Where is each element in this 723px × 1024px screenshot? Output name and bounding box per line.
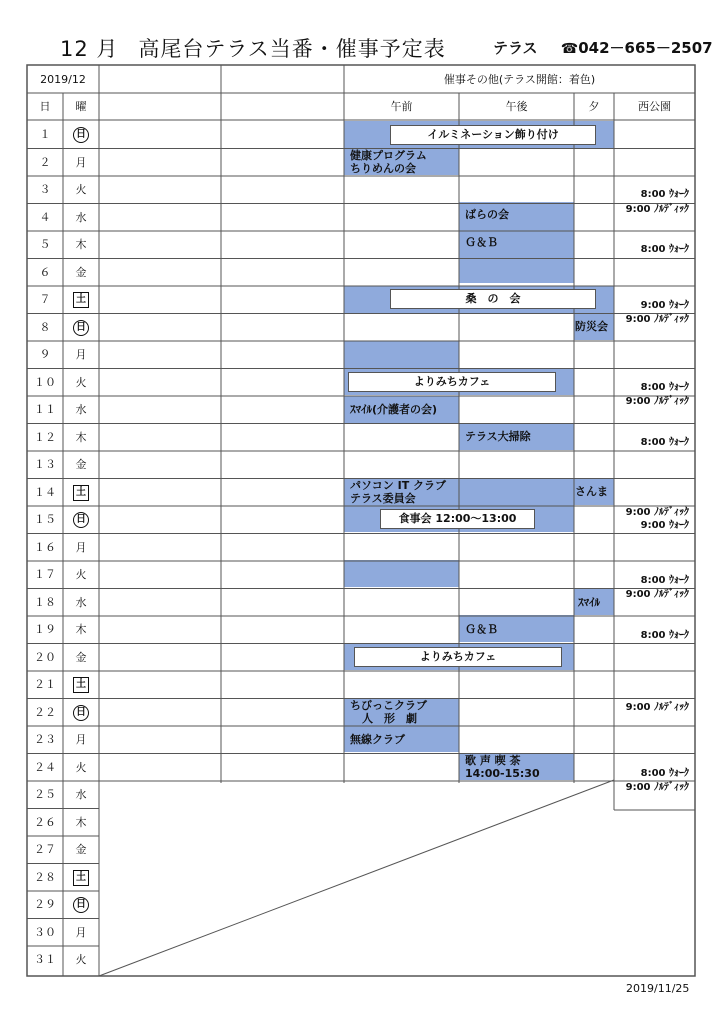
weekday [63, 479, 99, 506]
day-number: １１ [34, 403, 56, 416]
contact-phone: 042－665－2507 [578, 39, 713, 57]
weekday: 金 [75, 458, 87, 471]
event-smile-11: ｽﾏｲﾙ(介護者の会) [350, 403, 438, 416]
day-number: ２４ [34, 760, 56, 774]
weekday [63, 891, 99, 918]
day-number: ６ [39, 265, 51, 279]
weekday [63, 864, 99, 891]
weekday: 金 [75, 650, 87, 664]
saturday-mark: 土 [73, 485, 89, 501]
header-park: 西公園 [638, 100, 671, 113]
day-number: ８ [39, 320, 51, 334]
day-number: ９ [39, 348, 51, 361]
day-number: １０ [34, 375, 56, 389]
day-number: １６ [34, 540, 56, 554]
park-walk: 8:00 ｳｫｰｸ [640, 382, 689, 393]
sunday-mark: 日 [73, 320, 89, 336]
weekday [63, 314, 99, 341]
weekday: 水 [75, 788, 87, 801]
event-bousai: 防災会 [575, 320, 608, 333]
sunday-mark: 日 [73, 512, 89, 528]
day-number: １２ [34, 430, 56, 444]
day-number: ２９ [34, 898, 56, 911]
day-number: ２７ [34, 843, 56, 856]
weekday: 木 [75, 238, 87, 251]
day-number: ４ [39, 210, 51, 224]
park-nordic: 9:00 ﾉﾙﾃﾞｨｯｸ [625, 782, 689, 793]
event-kissa-2: 14:00-15:30 [465, 767, 540, 780]
park-walk: 8:00 ｳｫｰｸ [640, 768, 689, 779]
day-number: １ [39, 128, 51, 141]
weekday: 月 [75, 733, 87, 746]
weekday: 木 [75, 623, 87, 636]
contact-label: テラス [493, 39, 538, 57]
weekday: 木 [75, 815, 87, 829]
footer-date: 2019/11/25 [626, 982, 690, 995]
weekday: 火 [75, 953, 87, 966]
header-eve: 夕 [588, 100, 600, 113]
park-walk: 8:00 ｳｫｰｸ [640, 437, 689, 448]
contact-info [493, 37, 713, 58]
header-day: 日 [39, 100, 51, 113]
event-gb-5: Ｇ＆Ｂ [465, 236, 498, 249]
event-cleaning: テラス大掃除 [465, 430, 531, 443]
title-main: 高尾台テラス当番・催事予定表 [138, 37, 446, 61]
header-year-month: 2019/12 [40, 73, 86, 86]
event-kuwa: 桑 の 会 [390, 289, 596, 309]
park-walk: 8:00 ｳｫｰｸ [640, 630, 689, 641]
event-illumination: イルミネーション飾り付け [390, 125, 596, 145]
event-bara: ばらの会 [465, 208, 509, 221]
day-number: ２２ [34, 705, 56, 719]
event-gb-19: Ｇ＆Ｂ [465, 623, 498, 636]
day-number: ２ [39, 155, 51, 169]
weekday [63, 506, 99, 533]
day-number: ２１ [34, 678, 56, 691]
day-number: １５ [34, 513, 56, 526]
weekday: 火 [75, 760, 87, 774]
event-cafe-10: よりみちカフェ [348, 372, 556, 392]
header-am: 午前 [390, 100, 413, 113]
fill [344, 341, 459, 368]
weekday: 火 [75, 183, 87, 196]
event-radio: 無線クラブ [350, 733, 405, 746]
park-walk9: 9:00 ｳｫｰｸ [640, 520, 689, 531]
diagonal-line [99, 780, 614, 976]
day-number: １７ [34, 568, 56, 581]
weekday: 金 [75, 265, 87, 279]
weekday: 月 [75, 155, 87, 169]
day-number: ２８ [34, 870, 56, 884]
event-kissa-1: 歌 声 喫 茶 [465, 754, 521, 767]
event-chibikko-1: ちびっこクラブ [350, 699, 427, 712]
header-weekday: 曜 [75, 100, 87, 113]
day-number: １４ [34, 485, 56, 499]
weekday [63, 121, 99, 148]
day-number: ５ [39, 238, 51, 251]
sunday-mark: 日 [73, 705, 89, 721]
day-number: ３ [39, 183, 51, 196]
event-pc-1: パソコン IT クラブ [350, 479, 447, 492]
park-nordic: 9:00 ﾉﾙﾃﾞｨｯｸ [625, 702, 689, 713]
day-number: ２０ [34, 650, 56, 664]
event-cafe-20: よりみちカフェ [354, 647, 562, 667]
park-walk9: 9:00 ｳｫｰｸ [640, 300, 689, 311]
weekday: 金 [75, 843, 87, 856]
weekday: 火 [75, 375, 87, 389]
weekday: 水 [75, 595, 87, 609]
weekday: 月 [75, 348, 87, 361]
saturday-mark: 土 [73, 870, 89, 886]
event-sanma: さんま [575, 485, 608, 498]
weekday: 木 [75, 430, 87, 444]
day-number: １９ [34, 623, 56, 636]
park-nordic: 9:00 ﾉﾙﾃﾞｨｯｸ [625, 314, 689, 325]
weekday: 月 [75, 925, 87, 939]
event-pc-2: テラス委員会 [350, 492, 416, 505]
weekday [63, 286, 99, 313]
saturday-mark: 土 [73, 677, 89, 693]
phone-icon: ☎ [560, 41, 579, 57]
day-number: ３１ [34, 953, 56, 966]
weekday: 水 [75, 210, 87, 224]
day-number: ２３ [34, 733, 56, 746]
event-chibikko-2: 人 形 劇 [362, 712, 417, 725]
sunday-mark: 日 [73, 127, 89, 143]
day-number: １８ [34, 595, 56, 609]
day-number: ７ [39, 293, 51, 306]
header-pm: 午後 [505, 100, 528, 113]
day-number: １３ [34, 458, 56, 471]
park-nordic: 9:00 ﾉﾙﾃﾞｨｯｸ [625, 589, 689, 600]
day-number: ２６ [34, 815, 56, 829]
day-number: ３０ [34, 925, 56, 939]
park-nordic: 9:00 ﾉﾙﾃﾞｨｯｸ [625, 507, 689, 518]
event-health-2: ちりめんの会 [350, 162, 416, 175]
weekday: 火 [75, 568, 87, 581]
fill [344, 560, 459, 587]
event-health-1: 健康プログラム [350, 149, 427, 162]
weekday [63, 699, 99, 726]
saturday-mark: 土 [73, 292, 89, 308]
park-nordic: 9:00 ﾉﾙﾃﾞｨｯｸ [625, 396, 689, 407]
page-title [60, 33, 446, 63]
park-walk: 8:00 ｳｫｰｸ [640, 244, 689, 255]
header-events: 催事その他(テラス開館：着色) [443, 73, 596, 86]
weekday: 月 [75, 540, 87, 554]
weekday: 水 [75, 403, 87, 416]
event-meal: 食事会 12:00～13:00 [380, 509, 535, 529]
weekday [63, 671, 99, 698]
event-smile-18: ｽﾏｲﾙ [578, 596, 600, 609]
title-month: 12 月 [60, 37, 119, 61]
park-walk: 8:00 ｳｫｰｸ [640, 189, 689, 200]
park-walk: 8:00 ｳｫｰｸ [640, 575, 689, 586]
sunday-mark: 日 [73, 897, 89, 913]
day-number: ２５ [34, 788, 56, 801]
park-nordic: 9:00 ﾉﾙﾃﾞｨｯｸ [625, 204, 689, 215]
